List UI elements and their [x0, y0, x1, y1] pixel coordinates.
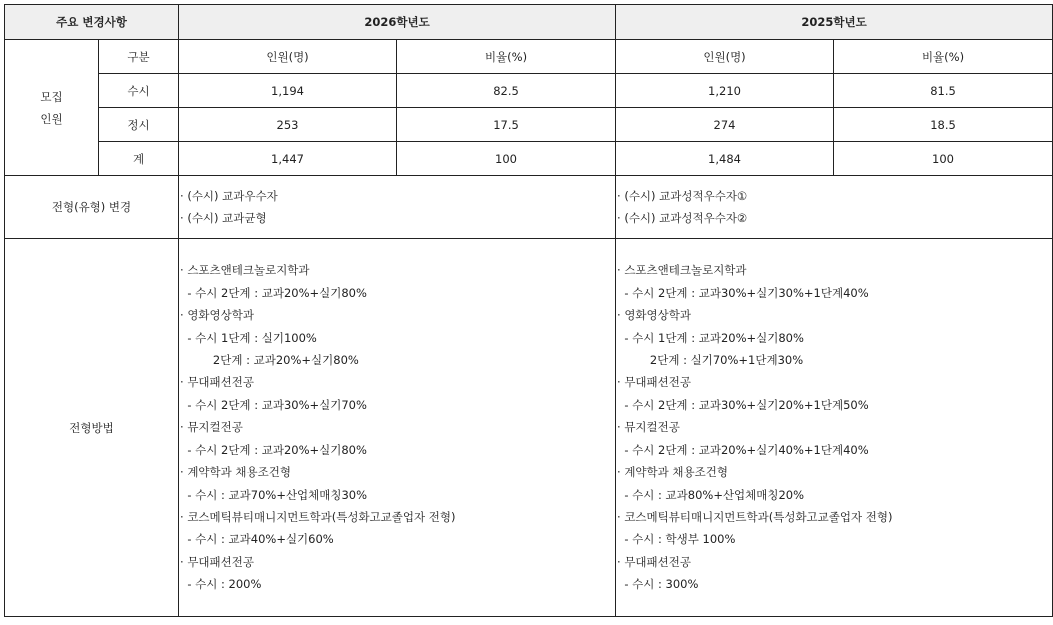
method-row [5, 239, 1053, 617]
recruit-label-line1: 모집 [40, 89, 63, 104]
list-item: - 수시 2단계 : 교과30%+실기20%+1단계50% [617, 397, 869, 412]
list-item: · (수시) 교과성적우수자② [617, 211, 748, 225]
table-row [5, 74, 1053, 108]
list-item: · 무대패션전공 [180, 554, 254, 569]
list-item: - 수시 : 300% [617, 577, 699, 592]
cell-cat: 구분 [99, 40, 179, 74]
admission-changes-table [4, 4, 1053, 617]
list-item: · 계약학과 채용조건형 [180, 465, 291, 480]
cell-cat: 정시 [99, 108, 179, 142]
list-item: - 수시 2단계 : 교과30%+실기30%+1단계40% [617, 285, 869, 300]
cell-n25: 1,210 [616, 74, 834, 108]
type-change-2026 [179, 176, 616, 239]
list-item: 2단계 : 실기70%+1단계30% [617, 353, 804, 368]
cell-n26: 1,447 [179, 142, 397, 176]
list-item: - 수시 : 학생부 100% [617, 532, 736, 547]
method-2026 [179, 239, 616, 617]
type-change-label: 전형(유형) 변경 [5, 176, 179, 239]
cell-n25: 인원(명) [616, 40, 834, 74]
cell-p25: 100 [834, 142, 1053, 176]
list-item: - 수시 2단계 : 교과20%+실기80% [180, 442, 367, 457]
list-item: · 스포츠앤테크놀로지학과 [180, 263, 310, 278]
list-item: - 수시 : 교과40%+실기60% [180, 532, 334, 547]
table-row [5, 108, 1053, 142]
table-row [5, 142, 1053, 176]
method-2025 [616, 239, 1053, 617]
table-row [5, 40, 1053, 74]
cell-n26: 253 [179, 108, 397, 142]
cell-p26: 비율(%) [397, 40, 616, 74]
list-item: - 수시 2단계 : 교과20%+실기40%+1단계40% [617, 442, 869, 457]
list-item: · 영화영상학과 [617, 308, 691, 323]
list-item: · (수시) 교과성적우수자① [617, 188, 748, 203]
list-item: - 수시 : 200% [180, 577, 262, 592]
list-item: · 스포츠앤테크놀로지학과 [617, 263, 747, 278]
cell-n25: 274 [616, 108, 834, 142]
list-item: · 코스메틱뷰티매니지먼트학과(특성화고교졸업자 전형) [180, 509, 456, 524]
list-item: · 뮤지컬전공 [617, 420, 680, 435]
cell-p26: 82.5 [397, 74, 616, 108]
list-item: · (수시) 교과우수자 [180, 188, 278, 203]
list-item: - 수시 1단계 : 교과20%+실기80% [617, 330, 804, 345]
list-item: · 무대패션전공 [617, 375, 691, 390]
list-item: · 무대패션전공 [180, 375, 254, 390]
header-row [5, 5, 1053, 40]
header-2025: 2025학년도 [616, 5, 1053, 40]
header-2026: 2026학년도 [179, 5, 616, 40]
list-item: · 뮤지컬전공 [180, 420, 243, 435]
list-item: · 무대패션전공 [617, 554, 691, 569]
cell-p25: 비율(%) [834, 40, 1053, 74]
type-change-2025 [616, 176, 1053, 239]
method-label: 전형방법 [5, 239, 179, 617]
cell-n26: 인원(명) [179, 40, 397, 74]
cell-cat: 계 [99, 142, 179, 176]
cell-n26: 1,194 [179, 74, 397, 108]
recruit-label [5, 40, 99, 176]
cell-p25: 81.5 [834, 74, 1053, 108]
list-item: 2단계 : 교과20%+실기80% [180, 353, 359, 368]
list-item: · 계약학과 채용조건형 [617, 465, 728, 480]
list-item: - 수시 : 교과80%+산업체매칭20% [617, 487, 805, 502]
header-main-changes: 주요 변경사항 [5, 5, 179, 40]
recruit-label-line2: 인원 [40, 111, 63, 126]
list-item: - 수시 1단계 : 실기100% [180, 330, 317, 345]
list-item: · (수시) 교과균형 [180, 211, 267, 225]
list-item: - 수시 2단계 : 교과20%+실기80% [180, 285, 367, 300]
cell-p26: 17.5 [397, 108, 616, 142]
cell-cat: 수시 [99, 74, 179, 108]
list-item: - 수시 2단계 : 교과30%+실기70% [180, 397, 367, 412]
cell-n25: 1,484 [616, 142, 834, 176]
type-change-row [5, 176, 1053, 239]
cell-p25: 18.5 [834, 108, 1053, 142]
list-item: · 코스메틱뷰티매니지먼트학과(특성화고교졸업자 전형) [617, 509, 893, 524]
cell-p26: 100 [397, 142, 616, 176]
list-item: · 영화영상학과 [180, 308, 254, 323]
list-item: - 수시 : 교과70%+산업체매칭30% [180, 487, 368, 502]
